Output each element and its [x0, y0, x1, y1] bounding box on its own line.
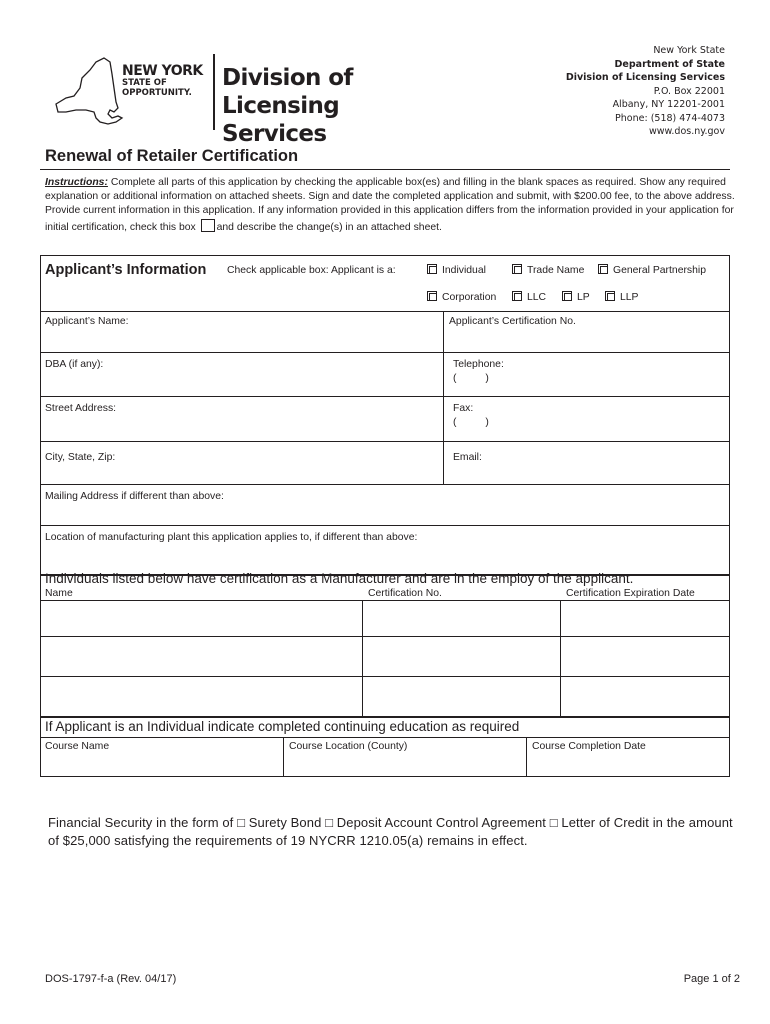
education-heading: If Applicant is an Individual indicate completed continuing education as required: [45, 719, 520, 734]
education-header-rule: [40, 737, 730, 738]
checkbox-llc[interactable]: [512, 291, 522, 301]
row-divider: [40, 484, 730, 485]
instructions-label: Instructions:: [45, 177, 108, 188]
city-state-zip-field[interactable]: City, State, Zip:: [45, 452, 116, 463]
row-divider: [40, 525, 730, 526]
education-column-rule: [283, 737, 284, 777]
col-header-course-name: Course Name: [45, 741, 110, 752]
plant-location-field[interactable]: Location of manufacturing plant this application applies to, if different than above:: [45, 532, 418, 543]
col-header-cert-no: Certification No.: [368, 588, 442, 599]
ny-wordmark-sub2: OPPORTUNITY.: [122, 88, 192, 98]
checkbox-trade-name[interactable]: [512, 264, 522, 274]
instructions-text-1: Complete all parts of this application by checking the applicable box(es) and filling in the blank spaces as required. Show any required explanation or additional information on attached sheets. Sign and date the completed application and submit, with $200.00 fee, to the above address. Provide current information in this application. If any information provided in this application differs from the information provided in your application for initial certification, check this box: [45, 177, 735, 233]
checkbox-corporation[interactable]: [427, 291, 437, 301]
ny-wordmark: [122, 64, 203, 98]
telephone-area-code: ( ): [453, 373, 489, 384]
row-divider: [40, 352, 730, 353]
telephone-field[interactable]: Telephone:: [453, 359, 504, 370]
column-divider: [443, 311, 444, 484]
financial-security-statement: Financial Security in the form of □ Surety Bond □ Deposit Account Control Agreement □ Letter of Credit in the amount of $25,000 satisfying the requirements of 19 NYCRR 1210.05(a) remains in effect.: [48, 815, 733, 848]
logo-divider: [213, 54, 215, 130]
option-trade-name-label: Trade Name: [527, 265, 585, 276]
col-header-name: Name: [45, 588, 73, 599]
individuals-heading: Individuals listed below have certification as a Manufacturer and are in the employ of the applicant.: [45, 571, 634, 586]
division-wordmark: [222, 64, 442, 148]
option-individual-label: Individual: [442, 265, 486, 276]
option-lp-label: LP: [577, 292, 590, 303]
checkbox-general-partnership[interactable]: [598, 264, 608, 274]
instructions-text-2: and describe the change(s) in an attached sheet.: [216, 221, 442, 233]
dba-field[interactable]: DBA (if any):: [45, 359, 104, 370]
applicant-name-field[interactable]: Applicant’s Name:: [45, 316, 129, 327]
applicant-type-label: Check applicable box: Applicant is a:: [227, 265, 396, 276]
row-divider: [40, 311, 730, 312]
division-wordmark-line1: Division of: [222, 65, 353, 91]
instructions: [45, 176, 735, 235]
agency-line: New York State: [653, 45, 725, 56]
option-llp-label: LLP: [620, 292, 639, 303]
changes-checkbox[interactable]: [201, 219, 215, 232]
applicant-cert-no-field[interactable]: Applicant’s Certification No.: [449, 316, 576, 327]
col-header-course-location: Course Location (County): [289, 741, 408, 752]
col-header-completion-date: Course Completion Date: [532, 741, 646, 752]
agency-line: Department of State: [614, 58, 725, 70]
table-header-rule: [40, 600, 730, 601]
checkbox-lp[interactable]: [562, 291, 572, 301]
new-york-state-map-icon: [52, 52, 124, 132]
education-column-rule: [526, 737, 527, 777]
street-address-field[interactable]: Street Address:: [45, 403, 117, 414]
fax-field[interactable]: Fax:: [453, 403, 474, 414]
agency-line: Division of Licensing Services: [565, 72, 725, 83]
division-wordmark-line2: Licensing Services: [222, 93, 340, 147]
checkbox-llp[interactable]: [605, 291, 615, 301]
col-header-expiration: Certification Expiration Date: [566, 588, 695, 599]
applicant-info-section: [40, 255, 730, 575]
form-id: DOS-1797-f-a (Rev. 04/17): [45, 973, 177, 985]
agency-address: [566, 44, 725, 139]
agency-line: P.O. Box 22001: [653, 85, 725, 97]
agency-line: Albany, NY 12201-2001: [612, 99, 725, 110]
table-column-rule: [362, 600, 363, 717]
table-row-rule: [40, 636, 730, 637]
applicant-info-title: Applicant’s Information: [45, 262, 207, 278]
fax-area-code: ( ): [453, 417, 489, 428]
email-field[interactable]: Email:: [453, 452, 482, 463]
nys-logo: [52, 52, 442, 147]
title-rule: [40, 169, 730, 170]
option-corporation-label: Corporation: [442, 292, 497, 303]
row-divider: [40, 441, 730, 442]
ny-wordmark-title: NEW YORK: [122, 63, 203, 79]
page-number: Page 1 of 2: [683, 973, 740, 985]
form-title: Renewal of Retailer Certification: [45, 147, 299, 165]
checkbox-individual[interactable]: [427, 264, 437, 274]
agency-line: www.dos.ny.gov: [648, 126, 725, 137]
agency-line: Phone: (518) 474-4073: [615, 112, 725, 124]
ny-wordmark-sub1: STATE OF: [122, 78, 167, 88]
row-divider: [40, 396, 730, 397]
option-llc-label: LLC: [527, 292, 547, 303]
table-row-rule: [40, 676, 730, 677]
option-general-partnership-label: General Partnership: [613, 265, 706, 276]
mailing-address-field[interactable]: Mailing Address if different than above:: [45, 491, 224, 502]
table-column-rule: [560, 600, 561, 717]
